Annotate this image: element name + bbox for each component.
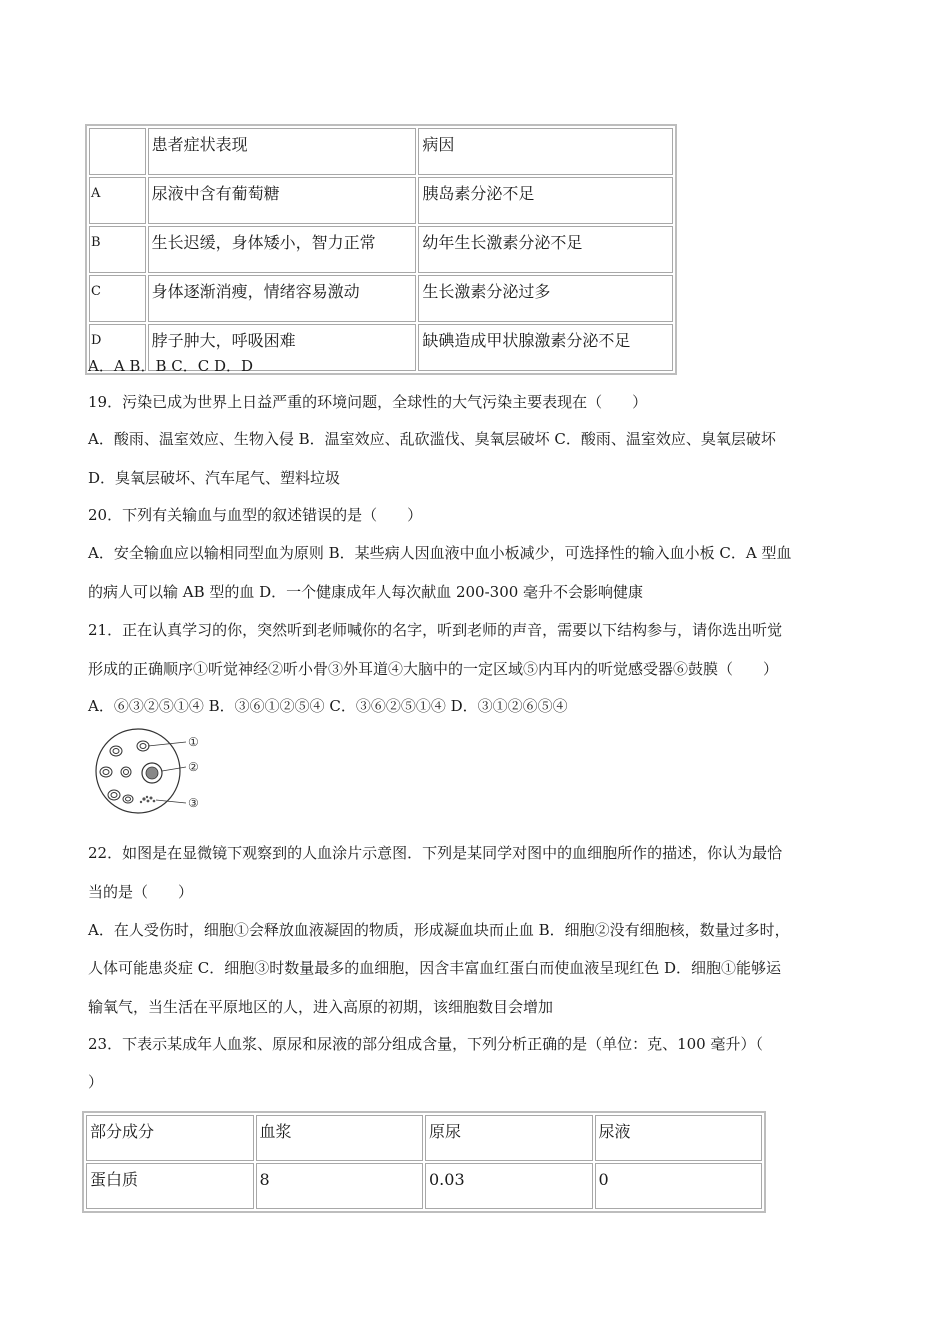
table-cell: A — [89, 177, 146, 224]
q23-stem-1: 23．下表示某成年人血浆、原尿和尿液的部分组成含量，下列分析正确的是（单位：克、100 毫升）（ — [88, 1035, 763, 1053]
q18-options: A．A B．B C．C D．D — [88, 357, 254, 375]
table-cell: 蛋白质 — [86, 1163, 254, 1209]
table-cell: 病因 — [418, 128, 673, 175]
q22-stem-2: 当的是（ ） — [88, 883, 194, 901]
table-cell: 尿液 — [595, 1115, 763, 1161]
q22-options-1: A．在人受伤时，细胞①会释放血液凝固的物质，形成凝血块而止血 B．细胞②没有细胞核，数量过多时， — [88, 921, 790, 939]
table-cell: 原尿 — [425, 1115, 593, 1161]
table-row — [86, 1163, 762, 1209]
table-cell: 0 — [595, 1163, 763, 1209]
table-cell: 胰岛素分泌不足 — [418, 177, 673, 224]
q21-stem-1: 21．正在认真学习的你，突然听到老师喊你的名字，听到老师的声音，需要以下结构参与，请你选出听觉 — [88, 621, 783, 639]
table-cell: 0.03 — [425, 1163, 593, 1209]
table-cell: 生长激素分泌过多 — [418, 275, 673, 322]
table-cell: D — [89, 324, 146, 371]
table-header-row — [86, 1115, 762, 1161]
table-cell: 患者症状表现 — [148, 128, 417, 175]
q20-stem: 20．下列有关输血与血型的叙述错误的是（ ） — [88, 506, 423, 524]
q19-options-2: D．臭氧层破坏、汽车尾气、塑料垃圾 — [88, 469, 341, 487]
label-1: ① — [188, 735, 199, 749]
table-cell: 血浆 — [256, 1115, 424, 1161]
white-blood-cell — [142, 763, 162, 783]
platelets — [140, 796, 155, 803]
q20-options-1: A．安全输血应以输相同型血为原则 B．某些病人因血液中血小板减少，可选择性的输入血小板 C．A 型血 — [88, 544, 792, 562]
label-2: ② — [188, 760, 199, 774]
q19-stem: 19．污染已成为世界上日益严重的环境问题，全球性的大气污染主要表现在（ ） — [88, 393, 648, 411]
table-cell: 幼年生长激素分泌不足 — [418, 226, 673, 273]
symptom-cause-table — [85, 124, 677, 375]
table-row — [89, 226, 673, 273]
q22-options-3: 输氧气，当生活在平原地区的人，进入高原的初期，该细胞数目会增加 — [88, 998, 554, 1016]
q23-stem-2: ） — [88, 1073, 104, 1091]
q21-stem-2: 形成的正确顺序①听觉神经②听小骨③外耳道④大脑中的一定区域⑤内耳内的听觉感受器⑥鼓膜（ ） — [88, 660, 779, 678]
table-cell: 部分成分 — [86, 1115, 254, 1161]
table-cell: C — [89, 275, 146, 322]
composition-table — [82, 1111, 766, 1213]
q20-options-2: 的病人可以输 AB 型的血 D．一个健康成年人每次献血 200-300 毫升不会影响健康 — [88, 583, 644, 601]
label-3: ③ — [188, 796, 199, 810]
table-cell: 尿液中含有葡萄糖 — [148, 177, 417, 224]
q22-options-2: 人体可能患炎症 C．细胞③时数量最多的血细胞，因含丰富血红蛋白而使血液呈现红色 D．细胞①能够运 — [88, 959, 782, 977]
q19-options-1: A．酸雨、温室效应、生物入侵 B．温室效应、乱砍滥伐、臭氧层破坏 C．酸雨、温室效应、臭氧层破坏 — [88, 430, 776, 448]
table-row — [89, 275, 673, 322]
table-cell: B — [89, 226, 146, 273]
q22-stem-1: 22．如图是在显微镜下观察到的人血涂片示意图．下列是某同学对图中的血细胞所作的描述，你认为最恰 — [88, 844, 783, 862]
table-cell: 缺碘造成甲状腺激素分泌不足 — [418, 324, 673, 371]
table-cell — [89, 128, 146, 175]
table-row — [89, 177, 673, 224]
blood-smear-figure — [86, 727, 216, 815]
table-cell: 8 — [256, 1163, 424, 1209]
table-header-row — [89, 128, 673, 175]
q21-options: A．⑥③②⑤①④ B．③⑥①②⑤④ C．③⑥②⑤①④ D．③①②⑥⑤④ — [88, 697, 568, 715]
table-cell: 身体逐渐消瘦，情绪容易激动 — [148, 275, 417, 322]
table-cell: 脖子肿大，呼吸困难 — [148, 324, 417, 371]
table-cell: 生长迟缓，身体矮小，智力正常 — [148, 226, 417, 273]
